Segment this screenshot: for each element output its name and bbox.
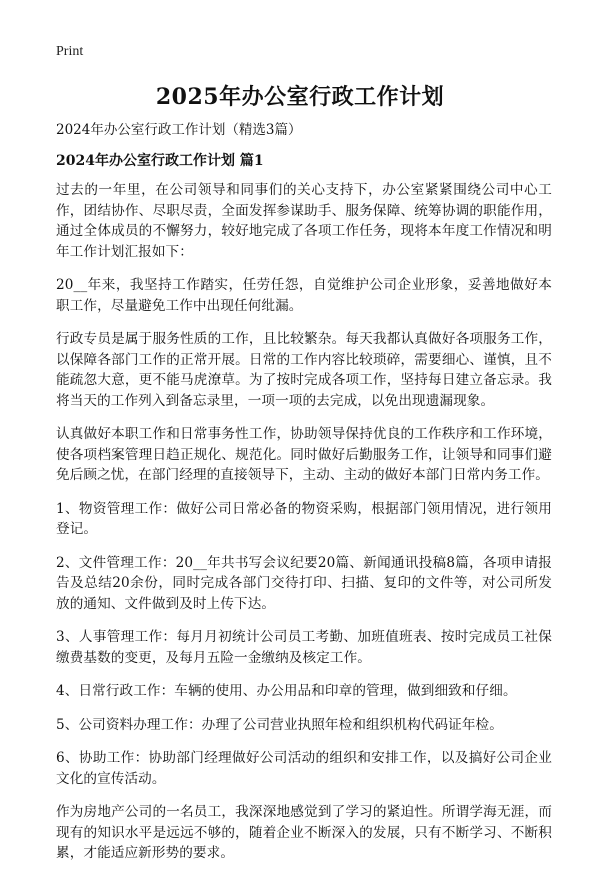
page-title: 2025年办公室行政工作计划 (155, 84, 445, 110)
paragraph: 5、公司资料办理工作：办理了公司营业执照年检和组织机构代码证年检。 (56, 716, 503, 733)
paragraph: 2、文件管理工作：20__年共书写会议纪要20篇、新闻通讯投稿8篇，各项申请报告及总结20余份，同时完成各部门交待打印、扫描、复印的文件等，对公司所发放的通知、文件做到及时上传下达。 (56, 554, 552, 612)
paragraph: 认真做好本职工作和日常事务性工作，协助领导保持优良的工作秩序和工作环境，使各项档案管理日趋正规化、规范化。同时做好后勤服务工作，让领导和同事们避免后顾之忧，在部门经理的直接领导下，主动、主动的做好本部门日常内务工作。 (56, 426, 552, 483)
paragraph: 1、物资管理工作：做好公司日常必备的物资采购，根据部门领用情况，进行领用登记。 (56, 500, 552, 537)
paragraph: 3、人事管理工作：每月月初统计公司员工考勤、加班值班表、按时完成员工社保缴费基数的变更，及每月五险一金缴纳及核定工作。 (56, 629, 552, 666)
paragraph: 6、协助工作：协助部门经理做好公司活动的组织和安排工作，以及搞好公司企业文化的宣传活动。 (56, 750, 552, 787)
paragraph: 行政专员是属于服务性质的工作，且比较繁杂。每天我都认真做好各项服务工作，以保障各部门工作的正常开展。日常的工作内容比较琐碎，需要细心、谨慎，且不能疏忽大意，更不能马虎潦草。为了按时完成各项工作，坚持每日建立备忘录。我将当天的工作列入到备忘录里，一项一项的去完成，以免出现遗漏现象。 (56, 331, 552, 409)
print-link[interactable]: Print (56, 44, 84, 59)
document-subtitle: 2024年办公室行政工作计划（精选3篇） (56, 122, 302, 138)
paragraph: 4、日常行政工作：车辆的使用、办公用品和印章的管理，做到细致和仔细。 (56, 683, 517, 699)
paragraph: 过去的一年里，在公司领导和同事们的关心支持下，办公室紧紧围绕公司中心工作，团结协作、尽职尽责，全面发挥参谋助手、服务保障、统筹协调的职能作用，通过全体成员的不懈努力，较好地完成了各项工作任务，现将本年度工作情况和明年工作计划汇报如下： (56, 182, 552, 260)
section-heading: 2024年办公室行政工作计划 篇1 (56, 153, 264, 169)
paragraph: 20__年来，我坚持工作踏实，任劳任怨，自觉维护公司企业形象，妥善地做好本职工作，尽量避免工作中出现任何纰漏。 (56, 277, 552, 314)
paragraph: 作为房地产公司的一名员工，我深深地感觉到了学习的紧迫性。所谓学海无涯，而现有的知识水平是远远不够的，随着企业不断深入的发展，只有不断学习、不断积累，才能适应新形势的要求。 (56, 804, 552, 861)
document-body (56, 180, 552, 877)
